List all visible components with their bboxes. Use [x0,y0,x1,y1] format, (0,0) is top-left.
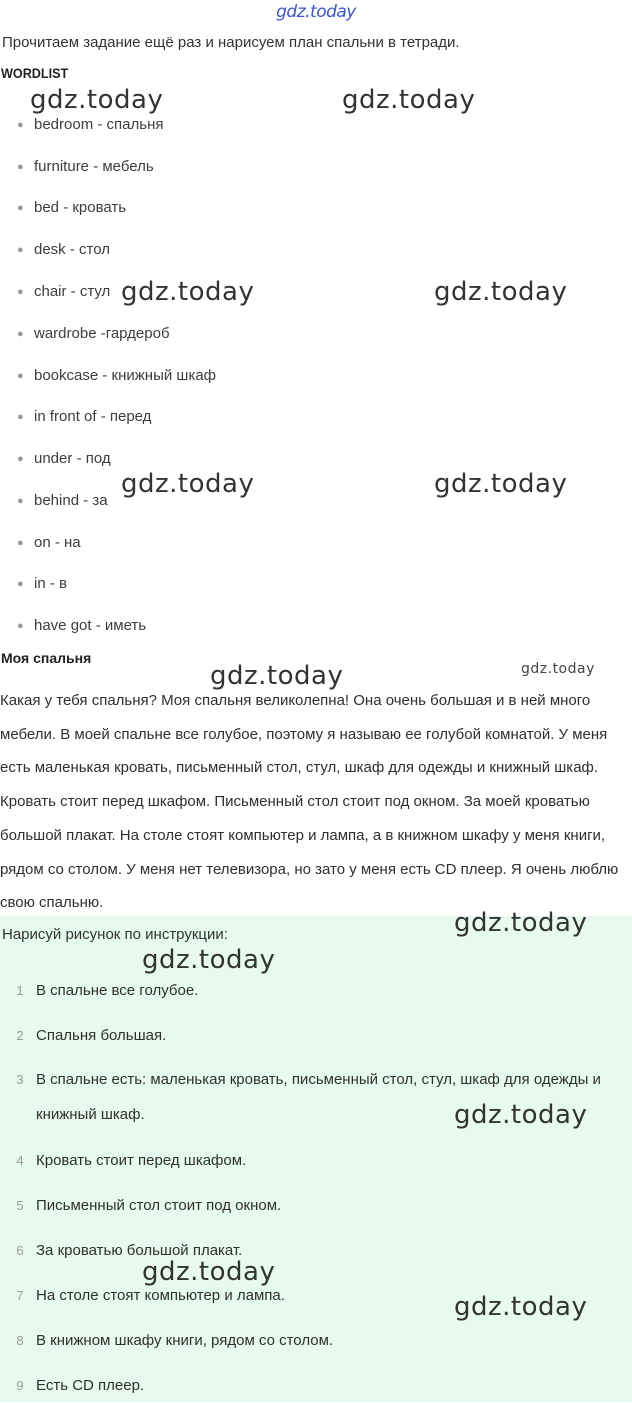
task-heading: Нарисуй рисунок по инструкции: [2,926,228,943]
bullet-icon: ● [17,328,24,340]
step-text: Спальня большая. [36,1027,167,1044]
step-number: 2 [16,1028,24,1043]
step-number: 7 [16,1288,24,1303]
watermark: gdz.today [454,1100,588,1130]
bullet-icon: ● [17,453,24,465]
bullet-icon: ● [17,370,24,382]
word-entry: in front of - перед [34,408,152,425]
bullet-icon: ● [17,161,24,173]
step-number: 9 [16,1378,24,1393]
step-text: На столе стоят компьютер и лампа. [36,1287,285,1304]
bullet-icon: ● [17,286,24,298]
watermark: gdz.today [30,85,164,115]
word-entry: in - в [34,575,67,592]
bullet-icon: ● [17,495,24,507]
step-number: 4 [16,1153,24,1168]
watermark: gdz.today [454,1292,588,1322]
word-entry: bedroom - спальня [34,116,164,133]
word-entry: bed - кровать [34,199,127,216]
watermark: gdz.today [342,85,476,115]
word-entry: behind - за [34,492,108,509]
step-text: В спальне есть: маленькая кровать, письменный стол, стул, шкаф для одежды и книжный шкаф. [36,1071,601,1123]
step-number: 3 [16,1072,24,1087]
intro-text: Прочитаем задание ещё раз и нарисуем план спальни в тетради. [2,34,460,51]
watermark: gdz.today [434,469,568,499]
step-text: За кроватью большой плакат. [36,1242,243,1259]
step-number: 1 [16,983,24,998]
word-entry: bookcase - книжный шкаф [34,367,217,384]
word-entry: chair - стул [34,283,111,300]
wordlist-heading: WORDLIST [1,65,69,81]
watermark: gdz.today [142,945,276,975]
step-text: В спальне все голубое. [36,982,199,999]
watermark: gdz.today [210,661,344,691]
bullet-icon: ● [17,578,24,590]
step-number: 5 [16,1198,24,1213]
step-number: 8 [16,1333,24,1348]
word-entry: on - на [34,534,81,551]
watermark: gdz.today [121,469,255,499]
bullet-icon: ● [17,202,24,214]
watermark: gdz.today [434,277,568,307]
step-text: Есть CD плеер. [36,1377,145,1394]
watermark: gdz.today [454,908,588,938]
step-text: Письменный стол стоит под окном. [36,1197,282,1214]
word-entry: furniture - мебель [34,158,154,175]
story-paragraph: Какая у тебя спальня? Моя спальня великолепна! Она очень большая и в ней много мебели. В моей спальне все голубое, поэтому я называю ее голубой комнатой. У меня есть маленькая кровать, письменный стол, стул, шкаф для одежды и книжный шкаф. Кровать стоит перед шкафом. Письменный стол стоит под окном. За моей кроватью большой плакат. На столе стоят компьютер и лампа, а в книжном шкафу у меня книги, рядом со столом. У меня нет телевизора, но зато у меня есть CD плеер. Я очень люблю свою спальню. [0,692,619,912]
step-text: В книжном шкафу книги, рядом со столом. [36,1332,334,1349]
bullet-icon: ● [17,244,24,256]
bullet-icon: ● [17,620,24,632]
word-entry: wardrobe -гардероб [34,325,170,342]
word-entry: desk - стол [34,241,110,258]
bullet-icon: ● [17,411,24,423]
step-number: 6 [16,1243,24,1258]
task-panel [0,916,632,1402]
site-logo[interactable]: gdz.today [276,2,356,22]
watermark: gdz.today [521,661,595,677]
watermark: gdz.today [142,1257,276,1287]
step-text: Кровать стоит перед шкафом. [36,1152,247,1169]
word-entry: have got - иметь [34,617,147,634]
word-entry: under - под [34,450,111,467]
bullet-icon: ● [17,119,24,131]
bullet-icon: ● [17,537,24,549]
story-heading: Моя спальня [1,650,92,666]
watermark: gdz.today [121,277,255,307]
